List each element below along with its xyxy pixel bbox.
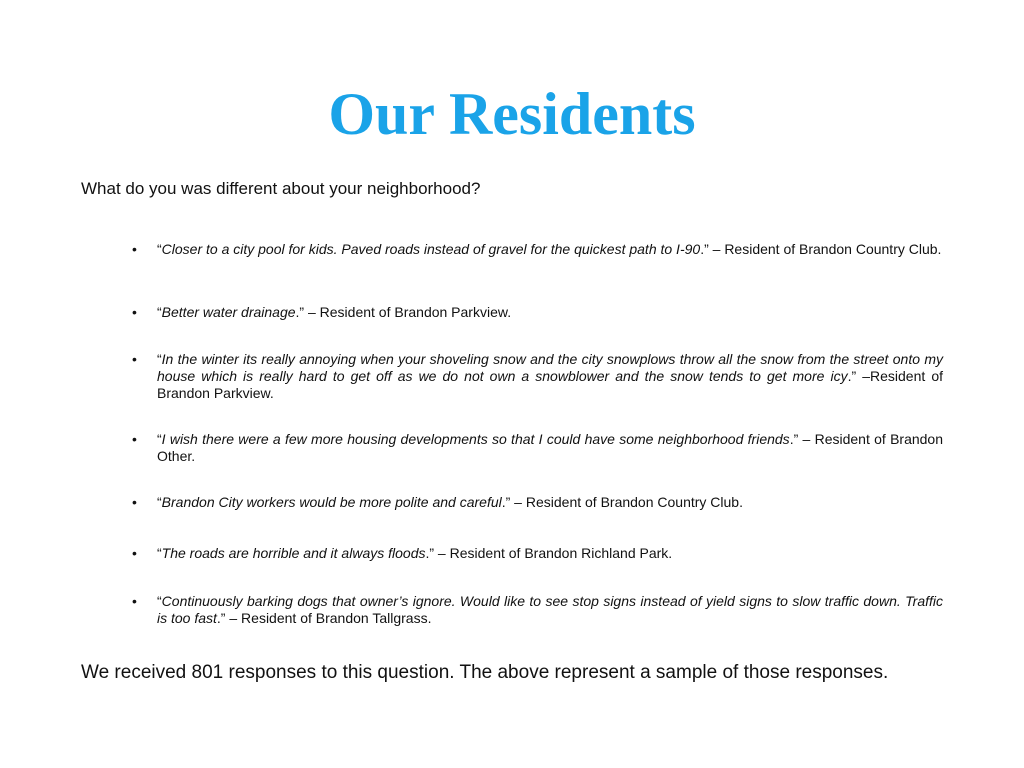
bullet-icon: • (132, 545, 137, 561)
bullet-icon: • (132, 593, 137, 609)
quote-attribution: Resident of Brandon Parkview. (319, 304, 512, 320)
quote-open-mark: “ (157, 593, 162, 609)
quote-text: Brandon City workers would be more polite and careful (161, 494, 502, 510)
quote-item-4 (132, 431, 944, 465)
quote-close-mark: .” – (847, 368, 870, 384)
quote-text: Better water drainage (161, 304, 296, 320)
quote-item-6 (132, 545, 943, 562)
quote-open-mark: “ (157, 431, 162, 447)
quote-close-mark: .” – (501, 494, 526, 510)
slide-title: Our Residents (328, 81, 696, 147)
quote-close-mark: .” – (700, 241, 725, 257)
survey-question: What do you was different about your neighborhood? (81, 179, 481, 198)
quote-item-5 (132, 494, 943, 511)
quote-open-mark: “ (157, 494, 162, 510)
bullet-icon: • (132, 431, 137, 447)
quote-item-2 (132, 304, 943, 321)
bullet-icon: • (132, 494, 137, 510)
bullet-icon: • (132, 351, 137, 367)
quote-open-mark: “ (157, 241, 162, 257)
bullet-icon: • (132, 304, 137, 320)
quote-attribution: Resident of Brandon Parkview. (157, 368, 943, 401)
quote-text: Closer to a city pool for kids. Paved roads instead of gravel for the quickest path to I-90 (161, 241, 701, 257)
quote-attribution: Resident of Brandon Richland Park. (449, 545, 673, 561)
quote-attribution: Resident of Brandon Tallgrass. (241, 610, 432, 626)
quote-text: Continuously barking dogs that owner’s ignore. Would like to see stop signs instead of yield signs to slow traffic down. Traffic is too fast (157, 593, 943, 626)
quote-attribution: Resident of Brandon Country Club. (525, 494, 743, 510)
quote-close-mark: .” – (425, 545, 450, 561)
quote-text: In the winter its really annoying when your shoveling snow and the city snowplows throw all the snow from the street onto my house which is really hard to get off as we do not own a snowblower and the snow tends to get more icy (157, 351, 943, 384)
quote-text: The roads are horrible and it always floods (161, 545, 426, 561)
quote-open-mark: “ (157, 351, 162, 367)
quote-item-1 (132, 241, 943, 258)
quote-close-mark: .” – (295, 304, 320, 320)
quote-item-3 (132, 351, 943, 402)
quote-close-mark: .” – (789, 431, 815, 447)
quote-text: I wish there were a few more housing developments so that I could have some neighborhood friends (161, 431, 790, 447)
quote-attribution: Resident of Brandon Country Club. (724, 241, 942, 257)
response-summary: We received 801 responses to this question. The above represent a sample of those responses. (81, 662, 889, 683)
quote-open-mark: “ (157, 545, 162, 561)
quote-attribution: Resident of Brandon Other. (157, 431, 944, 464)
quote-open-mark: “ (157, 304, 162, 320)
bullet-icon: • (132, 241, 137, 257)
quote-item-7 (132, 593, 943, 627)
quote-close-mark: .” – (216, 610, 242, 626)
